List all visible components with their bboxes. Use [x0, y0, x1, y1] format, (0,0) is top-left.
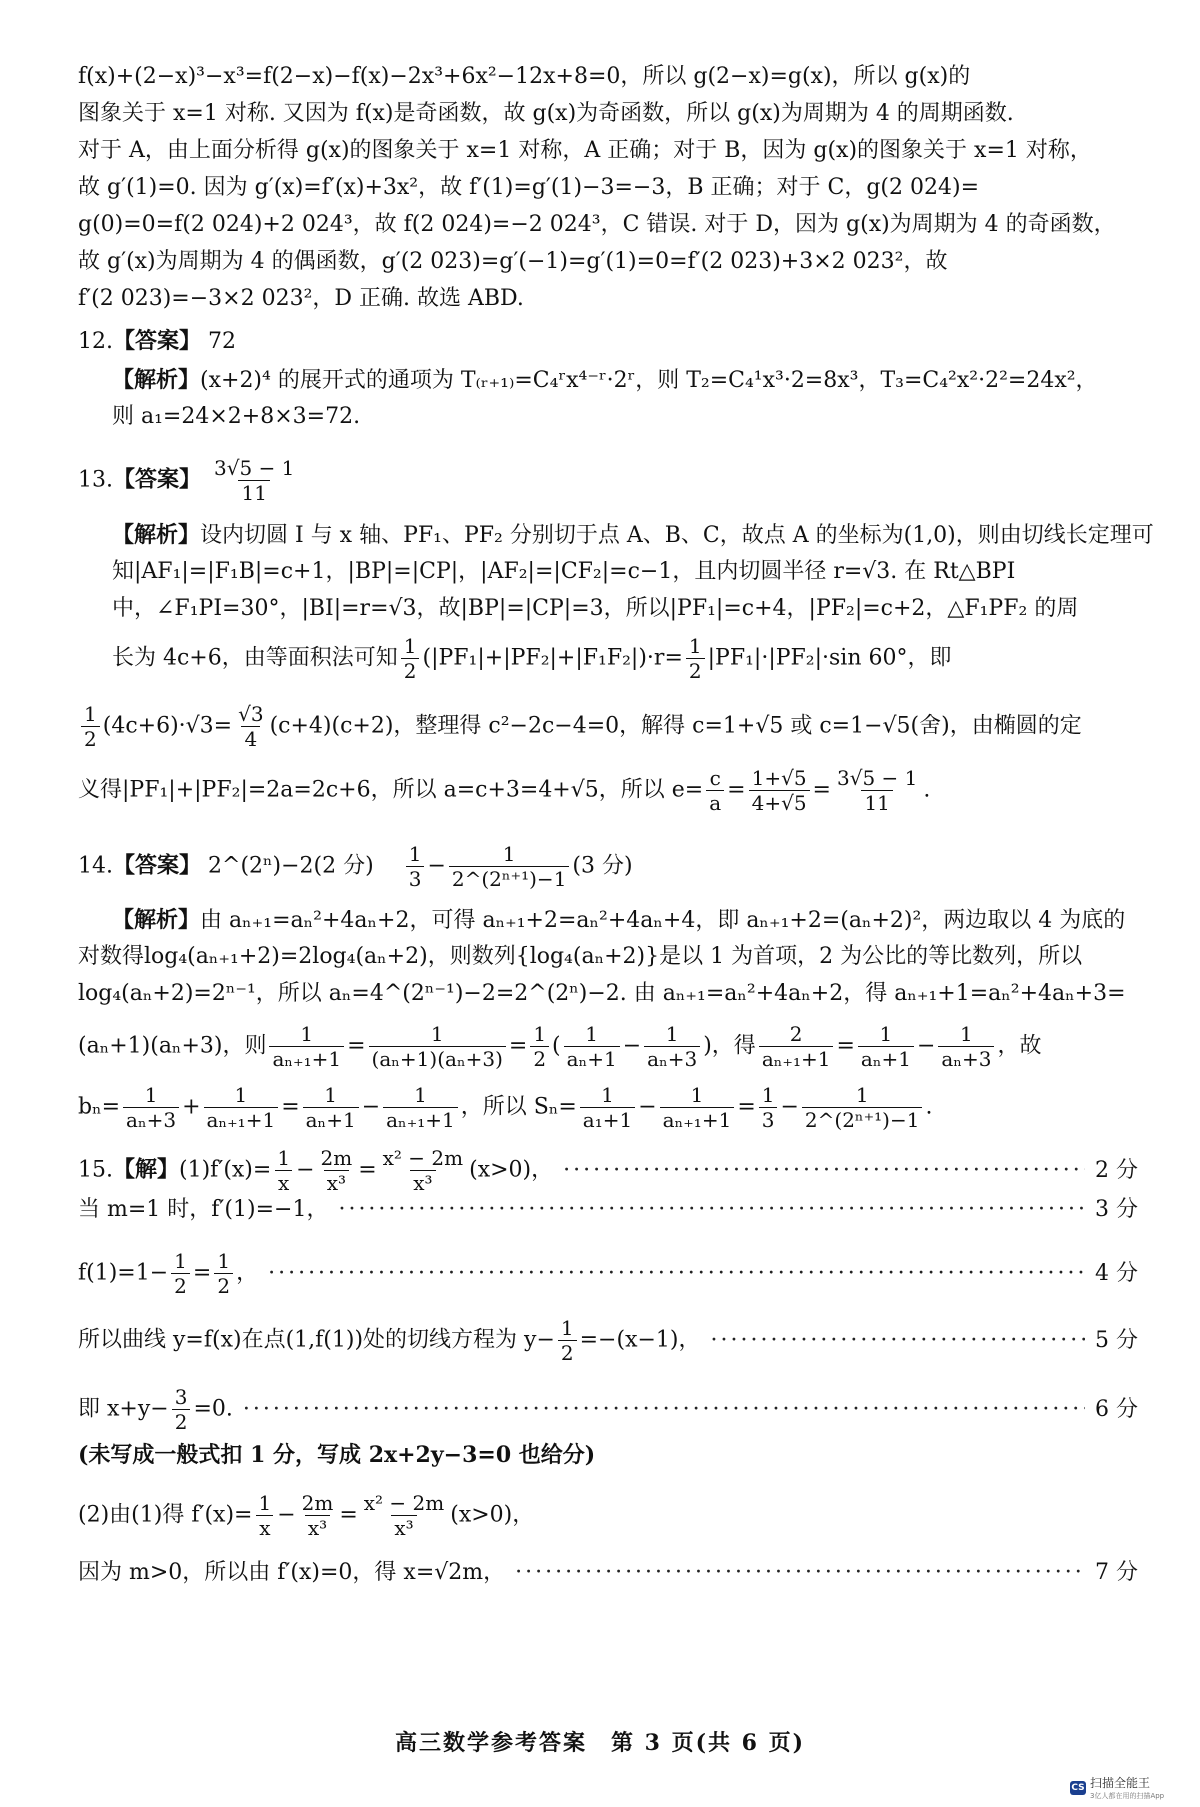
- q15-step: [78, 1316, 1138, 1365]
- fraction: [269, 1022, 344, 1071]
- text: f(1)=1−: [78, 1260, 169, 1286]
- numerator: 1: [324, 1083, 338, 1107]
- text-line: 知|AF₁|=|F₁B|=c+1，|BP|=|CP|，|AF₂|=|CF₂|=c−1，且内切圆半径 r=√3. 在 Rt△BPI: [112, 559, 1016, 584]
- numerator: 1: [414, 1083, 427, 1107]
- numerator: 1: [277, 1146, 291, 1170]
- score-points: 7 分: [1095, 1560, 1138, 1585]
- text: (aₙ+1)(aₙ+3)，则: [78, 1033, 267, 1059]
- text: bₙ=: [78, 1094, 121, 1120]
- fraction: [255, 1491, 274, 1540]
- numerator: 1: [761, 1083, 775, 1107]
- text: .: [923, 777, 931, 803]
- text: =: [812, 777, 831, 803]
- q15-step: [78, 1558, 1138, 1588]
- dot-leader: [268, 1259, 1085, 1289]
- text: 义得|PF₁|+|PF₂|=2a=2c+6，所以 a=c+3=4+√5，所以 e=: [78, 777, 704, 803]
- fraction: [123, 1083, 179, 1132]
- fraction: [530, 1022, 549, 1071]
- fraction: [299, 1491, 337, 1540]
- numerator: 1: [430, 1022, 444, 1046]
- denominator: aₙ₊₁+1: [383, 1107, 458, 1132]
- q14-answer: [78, 842, 1138, 891]
- fraction: [686, 634, 705, 683]
- denominator: 2: [172, 1409, 191, 1434]
- numerator: 3√5 − 1: [836, 766, 918, 790]
- fraction: [759, 1022, 834, 1071]
- text: |PF₁|·|PF₂|·sin 60°，即: [707, 645, 952, 671]
- text-line: 中，∠F₁PI=30°，|BI|=r=√3，故|BP|=|CP|=3，所以|PF₁|=c+4，|PF₂|=c+2，△F₁PF₂ 的周: [112, 596, 1079, 621]
- numerator: 2m: [301, 1491, 334, 1515]
- denominator: aₙ+1: [564, 1046, 620, 1071]
- formula-line: bₙ= $\frac{1}{\text{aₙ+3}}$ + $\frac{1}{\text{aₙ₊₁+1}}$ = $\frac{1}{\text{aₙ+1}}$ − $\frac{1}{\text{aₙ₊₁+1}}$ ，所以 Sₙ= $\frac{1}{\text{a₁+1}}$ − $\frac{1}{\text{aₙ₊₁+1}}$ = $\frac{1}{3}$ − $\frac{1}{\text{2\textasciicircum{}(2ⁿ⁺¹)−1}}$ .: [78, 1083, 933, 1132]
- numerator: 1: [879, 1022, 893, 1046]
- numerator: 1: [84, 702, 97, 726]
- text: −: [427, 853, 446, 879]
- numerator: 2: [789, 1022, 803, 1046]
- fraction: [749, 766, 810, 815]
- text: (2)由(1)得 f′(x)=: [78, 1502, 253, 1528]
- step-text: 15.【解】(1)f′(x)= $\frac{1}{x}$ − $\frac{2m}{\text{x³}}$ = $\frac{\text{x² − 2m}}{\text{x³}}$ (x>0)，: [78, 1146, 554, 1195]
- q15-step: [78, 1195, 1138, 1225]
- text: (1)f′(x)=: [179, 1157, 272, 1183]
- denominator: aₙ+3: [644, 1046, 700, 1071]
- q12-solution: [112, 365, 1138, 396]
- question-number: 14.: [78, 853, 113, 879]
- fraction: [274, 1146, 293, 1195]
- denominator: 11: [861, 790, 892, 815]
- fraction: [938, 1022, 994, 1071]
- denominator: aₙ₊₁+1: [759, 1046, 834, 1071]
- score-points: 2 分: [1095, 1157, 1138, 1183]
- text: =: [727, 777, 746, 803]
- numerator: 1: [174, 1249, 187, 1273]
- numerator: 1: [502, 842, 516, 866]
- question-number: 12.: [78, 329, 113, 354]
- fraction: [706, 766, 724, 815]
- answer-label: 【答案】: [113, 328, 202, 354]
- text: (|PF₁|+|PF₂|+|F₁F₂|)·r=: [422, 645, 683, 671]
- q13-answer: [78, 456, 1138, 505]
- denominator: aₙ₊₁+1: [269, 1046, 344, 1071]
- numerator: 1: [533, 1022, 547, 1046]
- fraction: [81, 702, 100, 751]
- numerator: 3√5 − 1: [214, 456, 295, 480]
- denominator: 4: [241, 726, 260, 751]
- numerator: 2m: [320, 1146, 353, 1170]
- watermark-subtitle: 3亿人都在用的扫描App: [1090, 1792, 1165, 1800]
- answer-part: 2^(2ⁿ)−2(2 分): [208, 853, 374, 879]
- denominator: x: [275, 1170, 292, 1195]
- fraction: [383, 1083, 458, 1132]
- text: =: [508, 1033, 528, 1059]
- denominator: x³: [391, 1515, 416, 1540]
- solution-label: 【解析】: [112, 522, 201, 548]
- fraction: [303, 1083, 359, 1132]
- denominator: 2: [530, 1046, 549, 1071]
- denominator: 2: [171, 1273, 190, 1298]
- numerator: 1: [408, 842, 422, 866]
- denominator: aₙ₊₁+1: [204, 1107, 279, 1132]
- text-line: 图象关于 x=1 对称. 又因为 f(x)是奇函数，故 g(x)为奇函数，所以 g(x)为周期为 4 的周期函数.: [78, 101, 1014, 126]
- denominator: 2: [558, 1340, 577, 1365]
- text: 即 x+y−: [78, 1396, 169, 1422]
- numerator: 1: [601, 1083, 614, 1107]
- numerator: 1: [690, 1083, 704, 1107]
- numerator: 1: [234, 1083, 248, 1107]
- denominator: aₙ+1: [858, 1046, 914, 1071]
- fraction: [361, 1491, 447, 1540]
- fraction: [660, 1083, 735, 1132]
- dot-leader: [711, 1326, 1086, 1356]
- score-points: 6 分: [1095, 1396, 1138, 1422]
- answer-value: 72: [208, 329, 237, 354]
- numerator: 1: [144, 1083, 158, 1107]
- dot-leader: [243, 1395, 1085, 1425]
- fraction: [580, 1083, 635, 1132]
- q12-answer: [78, 326, 1138, 357]
- text-line: g(0)=0=f(2 024)+2 024³，故 f(2 024)=−2 024³，C 错误. 对于 D，因为 g(x)为周期为 4 的奇函数，: [78, 212, 1116, 237]
- numerator: 1: [300, 1022, 314, 1046]
- fraction: [401, 634, 420, 683]
- numerator: √3: [238, 702, 264, 726]
- text: (4c+6)·√3=: [102, 713, 233, 739]
- step-text: 因为 m>0，所以由 f′(x)=0，得 x=√2m，: [78, 1560, 506, 1585]
- scanner-watermark: [1070, 1774, 1164, 1801]
- numerator: c: [709, 766, 721, 790]
- q15-step: [78, 1146, 1138, 1195]
- text-line: 故 g′(x)为周期为 4 的偶函数，g′(2 023)=g′(−1)=g′(1)=0=f′(2 023)+3×2 023²，故: [78, 249, 948, 274]
- numerator: 1: [960, 1022, 973, 1046]
- answer-part: (3 分): [572, 853, 633, 879]
- solution-label: 【解析】: [112, 907, 201, 933]
- question-number: 13.: [78, 467, 113, 493]
- text-line: 对于 A，由上面分析得 g(x)的图象关于 x=1 对称，A 正确；对于 B，因为 g(x)的图象关于 x=1 对称，: [78, 138, 1092, 163]
- camscanner-logo-icon: CS: [1071, 1782, 1085, 1793]
- denominator: aₙ+3: [123, 1107, 179, 1132]
- fraction: [834, 766, 920, 815]
- text: ，所以 Sₙ=: [460, 1094, 577, 1120]
- fraction: [204, 1083, 279, 1132]
- text: =−(x−1)，: [579, 1327, 701, 1353]
- denominator: x³: [410, 1170, 435, 1195]
- solution-label: 【解析】: [112, 367, 201, 393]
- grading-note: (未写成一般式扣 1 分，写成 2x+2y−3=0 也给分): [78, 1442, 596, 1468]
- answer-fraction: [211, 456, 297, 505]
- denominator: aₙ+1: [303, 1107, 359, 1132]
- text: 所以曲线 y=f(x)在点(1,f(1))处的切线方程为 y−: [78, 1327, 555, 1353]
- text: =: [737, 1094, 756, 1120]
- numerator: 3: [174, 1385, 188, 1409]
- text: 长为 4c+6，由等面积法可知: [112, 645, 398, 671]
- denominator: (aₙ+1)(aₙ+3): [369, 1046, 506, 1071]
- denominator: 2: [686, 658, 705, 683]
- text-line: 故 g′(1)=0. 因为 g′(x)=f′(x)+3x²，故 f′(1)=g′(1)−3=−3，B 正确；对于 C，g(2 024)=: [78, 175, 980, 200]
- numerator: x² − 2m: [363, 1491, 445, 1515]
- numerator: 1: [258, 1491, 272, 1515]
- fraction: [802, 1083, 923, 1132]
- step-text: [78, 1385, 233, 1434]
- denominator: x³: [324, 1170, 349, 1195]
- formula-line: [78, 766, 1138, 815]
- fraction: [380, 1146, 466, 1195]
- denominator: 2: [214, 1273, 233, 1298]
- numerator: 1: [855, 1083, 869, 1107]
- formula-line: (aₙ+1)(aₙ+3)，则 $\frac{1}{\text{aₙ₊₁+1}}$ = $\frac{1}{\text{(aₙ+1)(aₙ+3)}}$ = $\frac{1}{2}$ ( $\frac{1}{\text{aₙ+1}}$ − $\frac{1}{\text{aₙ+3}}$ )，得 $\frac{2}{\text{aₙ₊₁+1}}$ = $\frac{1}{\text{aₙ+1}}$ − $\frac{1}{\text{aₙ+3}}$ ，故: [78, 1022, 1042, 1071]
- text: =0.: [193, 1396, 233, 1422]
- solution-text: 设内切圆 I 与 x 轴、PF₁、PF₂ 分别切于点 A、B、C，故点 A 的坐标为(1,0)，则由切线长定理可: [200, 523, 1154, 548]
- fraction: [369, 1022, 506, 1071]
- fraction: [235, 702, 266, 751]
- fraction: [214, 1249, 233, 1298]
- denominator: 11: [238, 480, 269, 505]
- watermark-text: [1090, 1774, 1164, 1801]
- q15-step: [78, 1385, 1138, 1434]
- q15-step: (2)由(1)得 f′(x)= $\frac{1}{x}$ − $\frac{2m}{\text{x³}}$ = $\frac{\text{x² − 2m}}{\text{x³}}$ (x>0)，: [78, 1491, 535, 1540]
- watermark-name: 扫描全能王: [1090, 1776, 1151, 1790]
- step-text: [78, 1316, 701, 1365]
- text-line: 对数得log₄(aₙ₊₁+2)=2log₄(aₙ+2)，则数列{log₄(aₙ+2)}是以 1 为首项，2 为公比的等比数列，所以: [78, 944, 1083, 969]
- fraction: [318, 1146, 356, 1195]
- denominator: 2: [401, 658, 420, 683]
- q15-step: [78, 1249, 1138, 1298]
- text: (x>0)，: [450, 1502, 535, 1528]
- fraction: [564, 1022, 620, 1071]
- numerator: x² − 2m: [382, 1146, 464, 1170]
- denominator: 2^(2ⁿ⁺¹)−1: [802, 1107, 923, 1132]
- text-line: log₄(aₙ+2)=2ⁿ⁻¹，所以 aₙ=4^(2ⁿ⁻¹)−2=2^(2ⁿ)−2. 由 aₙ₊₁=aₙ²+4aₙ+2，得 aₙ₊₁+1=aₙ²+4aₙ+3=: [78, 981, 1126, 1006]
- fraction: [759, 1083, 778, 1132]
- text: ，得: [711, 1033, 756, 1059]
- text: .: [925, 1094, 933, 1120]
- q14-solution: [112, 905, 1138, 936]
- numerator: 1: [403, 634, 417, 658]
- denominator: x: [256, 1515, 273, 1540]
- numerator: 1: [585, 1022, 599, 1046]
- text-line: f′(2 023)=−3×2 023²，D 正确. 故选 ABD.: [78, 286, 524, 311]
- fraction: [172, 1385, 191, 1434]
- answer-label: 【答案】: [113, 852, 202, 879]
- fraction: [858, 1022, 914, 1071]
- fraction: [449, 842, 570, 891]
- numerator: 1+√5: [751, 766, 807, 790]
- solution-text: (x+2)⁴ 的展开式的通项为 T₍ᵣ₊₁₎=C₄ʳx⁴⁻ʳ·2ʳ，则 T₂=C₄¹x³·2=8x³，T₃=C₄²x²·2²=24x²，: [200, 368, 1098, 393]
- dot-leader: [563, 1156, 1085, 1186]
- text: ，故: [997, 1033, 1042, 1059]
- step-text: 当 m=1 时，f′(1)=−1，: [78, 1197, 329, 1222]
- score-points: 5 分: [1095, 1327, 1138, 1353]
- formula-line: [78, 702, 1138, 751]
- denominator: 4+√5: [749, 790, 810, 815]
- text: (x>0)，: [469, 1157, 554, 1183]
- question-number: 15.: [78, 1157, 113, 1183]
- page-footer: 高三数学参考答案 第 3 页(共 6 页): [394, 1730, 806, 1756]
- dot-leader: [515, 1558, 1085, 1588]
- score-points: 4 分: [1095, 1260, 1138, 1286]
- fraction: [171, 1249, 190, 1298]
- formula-line: [112, 634, 1138, 683]
- denominator: 2^(2ⁿ⁺¹)−1: [449, 866, 570, 891]
- text-line: f(x)+(2−x)³−x³=f(2−x)−f(x)−2x³+6x²−12x+8=0，所以 g(2−x)=g(x)，所以 g(x)的: [78, 64, 971, 89]
- dot-leader: [338, 1195, 1085, 1225]
- q13-solution: [112, 520, 1154, 551]
- text-line: 则 a₁=24×2+8×3=72.: [112, 404, 361, 429]
- answer-label: 【答案】: [113, 466, 202, 493]
- denominator: x³: [305, 1515, 330, 1540]
- numerator: 1: [688, 634, 702, 658]
- numerator: 1: [217, 1249, 231, 1273]
- denominator: 3: [406, 866, 425, 891]
- denominator: aₙ₊₁+1: [660, 1107, 735, 1132]
- step-text: f(1)=1− $\frac{1}{2}$ = $\frac{1}{2}$ ，: [78, 1249, 259, 1298]
- score-points: 3 分: [1095, 1197, 1138, 1222]
- denominator: aₙ+3: [938, 1046, 994, 1071]
- numerator: 1: [560, 1316, 574, 1340]
- fraction: [644, 1022, 700, 1071]
- numerator: 1: [665, 1022, 679, 1046]
- text: =: [281, 1094, 300, 1120]
- denominator: 3: [759, 1107, 778, 1132]
- text: =: [347, 1033, 366, 1059]
- text: ，: [236, 1260, 259, 1286]
- fraction: [406, 842, 425, 891]
- denominator: a₁+1: [580, 1107, 635, 1132]
- text: (c+4)(c+2)，整理得 c²−2c−4=0，解得 c=1+√5 或 c=1−√5(舍)，由椭圆的定: [269, 713, 1082, 739]
- denominator: a: [706, 790, 724, 815]
- jie-label: 【解】: [113, 1156, 180, 1183]
- fraction: [558, 1316, 577, 1365]
- solution-text: 由 aₙ₊₁=aₙ²+4aₙ+2，可得 aₙ₊₁+2=aₙ²+4aₙ+4，即 aₙ₊₁+2=(aₙ+2)²，两边取以 4 为底的: [200, 908, 1126, 933]
- denominator: 2: [81, 726, 100, 751]
